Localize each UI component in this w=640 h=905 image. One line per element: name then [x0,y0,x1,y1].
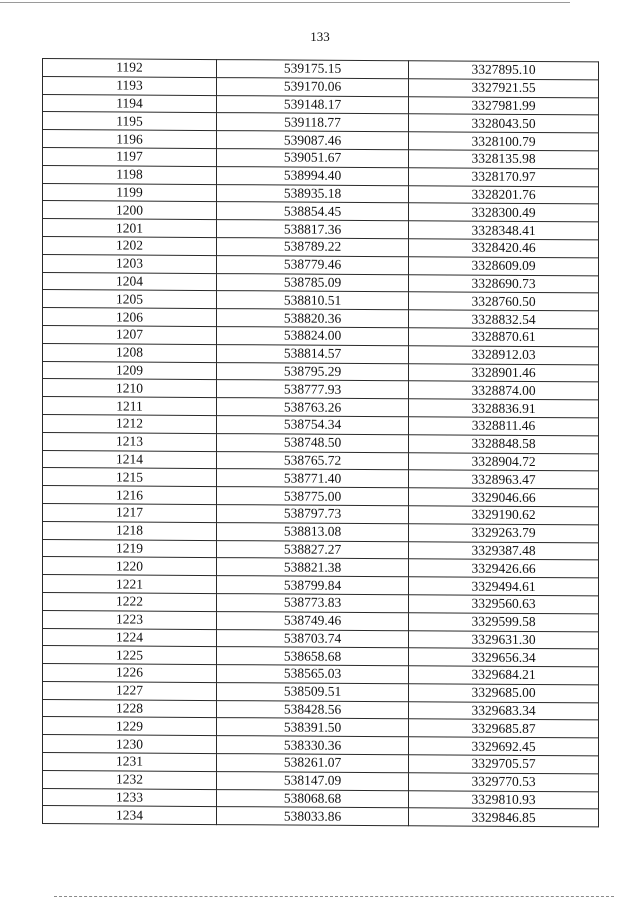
x-coordinate-cell: 538068.68 [217,789,409,808]
x-coordinate-cell: 538033.86 [217,807,409,826]
x-coordinate-cell: 538330.36 [217,736,409,755]
y-coordinate-cell: 3328690.73 [409,274,599,293]
point-number-cell: 1218 [43,521,217,540]
y-coordinate-cell: 3328420.46 [409,239,599,258]
x-coordinate-cell: 538771.40 [217,469,409,488]
y-coordinate-cell: 3328300.49 [409,203,599,222]
point-number-cell: 1212 [43,414,217,433]
x-coordinate-cell: 538935.18 [217,184,409,203]
y-coordinate-cell: 3328760.50 [409,292,599,311]
x-coordinate-cell: 538810.51 [217,291,409,310]
top-rule [0,2,570,3]
x-coordinate-cell: 539118.77 [217,113,409,132]
x-coordinate-cell: 538749.46 [217,611,409,630]
y-coordinate-cell: 3329263.79 [409,523,599,542]
point-number-cell: 1193 [43,76,217,95]
x-coordinate-cell: 538814.57 [217,344,409,363]
point-number-cell: 1198 [43,165,217,184]
y-coordinate-cell: 3329190.62 [409,506,599,525]
x-coordinate-cell: 538565.03 [217,665,409,684]
x-coordinate-cell: 538813.08 [217,522,409,541]
y-coordinate-cell: 3329810.93 [409,790,599,809]
y-coordinate-cell: 3328201.76 [409,185,599,204]
point-number-cell: 1225 [43,646,217,665]
coordinates-table [42,58,599,828]
point-number-cell: 1217 [43,503,217,522]
y-coordinate-cell: 3329387.48 [409,541,599,560]
point-number-cell: 1216 [43,486,217,505]
y-coordinate-cell: 3328832.54 [409,310,599,329]
x-coordinate-cell: 539170.06 [217,77,409,96]
point-number-cell: 1230 [43,735,217,754]
x-coordinate-cell: 538261.07 [217,754,409,773]
x-coordinate-cell: 539087.46 [217,131,409,150]
point-number-cell: 1195 [43,112,217,131]
x-coordinate-cell: 538779.46 [217,255,409,274]
point-number-cell: 1205 [43,290,217,309]
x-coordinate-cell: 538748.50 [217,433,409,452]
x-coordinate-cell: 538854.45 [217,202,409,221]
y-coordinate-cell: 3329692.45 [409,737,599,756]
bottom-rule [54,896,614,897]
point-number-cell: 1196 [43,130,217,149]
y-coordinate-cell: 3328874.00 [409,381,599,400]
x-coordinate-cell: 539051.67 [217,149,409,168]
coordinates-table-body [43,59,599,828]
point-number-cell: 1202 [43,236,217,255]
point-number-cell: 1227 [43,681,217,700]
point-number-cell: 1203 [43,254,217,273]
point-number-cell: 1228 [43,699,217,718]
x-coordinate-cell: 538763.26 [217,398,409,417]
point-number-cell: 1215 [43,468,217,487]
point-number-cell: 1197 [43,147,217,166]
point-number-cell: 1209 [43,361,217,380]
y-coordinate-cell: 3328170.97 [409,168,599,187]
y-coordinate-cell: 3328870.61 [409,328,599,347]
x-coordinate-cell: 538797.73 [217,504,409,523]
y-coordinate-cell: 3328811.46 [409,417,599,436]
x-coordinate-cell: 538775.00 [217,487,409,506]
point-number-cell: 1201 [43,219,217,238]
x-coordinate-cell: 539175.15 [217,60,409,79]
point-number-cell: 1233 [43,788,217,807]
point-number-cell: 1232 [43,770,217,789]
y-coordinate-cell: 3328901.46 [409,363,599,382]
x-coordinate-cell: 538509.51 [217,682,409,701]
x-coordinate-cell: 538994.40 [217,166,409,185]
y-coordinate-cell: 3329046.66 [409,488,599,507]
y-coordinate-cell: 3329685.00 [409,684,599,703]
x-coordinate-cell: 538777.93 [217,380,409,399]
y-coordinate-cell: 3328904.72 [409,452,599,471]
y-coordinate-cell: 3329599.58 [409,612,599,631]
y-coordinate-cell: 3327921.55 [409,79,599,98]
point-number-cell: 1224 [43,628,217,647]
y-coordinate-cell: 3328912.03 [409,345,599,364]
x-coordinate-cell: 538795.29 [217,362,409,381]
y-coordinate-cell: 3329705.57 [409,755,599,774]
y-coordinate-cell: 3328609.09 [409,257,599,276]
point-number-cell: 1219 [43,539,217,558]
point-number-cell: 1223 [43,610,217,629]
x-coordinate-cell: 539148.17 [217,95,409,114]
y-coordinate-cell: 3328836.91 [409,399,599,418]
point-number-cell: 1204 [43,272,217,291]
y-coordinate-cell: 3329656.34 [409,648,599,667]
y-coordinate-cell: 3328348.41 [409,221,599,240]
point-number-cell: 1220 [43,557,217,576]
point-number-cell: 1214 [43,450,217,469]
point-number-cell: 1231 [43,753,217,772]
point-number-cell: 1208 [43,343,217,362]
x-coordinate-cell: 538820.36 [217,309,409,328]
x-coordinate-cell: 538773.83 [217,593,409,612]
x-coordinate-cell: 538821.38 [217,558,409,577]
x-coordinate-cell: 538658.68 [217,647,409,666]
point-number-cell: 1207 [43,325,217,344]
y-coordinate-cell: 3328848.58 [409,434,599,453]
point-number-cell: 1226 [43,664,217,683]
page-number: 133 [310,29,330,44]
x-coordinate-cell: 538391.50 [217,718,409,737]
y-coordinate-cell: 3329683.34 [409,701,599,720]
point-number-cell: 1213 [43,432,217,451]
y-coordinate-cell: 3328043.50 [409,114,599,133]
y-coordinate-cell: 3327895.10 [409,61,599,80]
point-number-cell: 1221 [43,575,217,594]
y-coordinate-cell: 3329685.87 [409,719,599,738]
x-coordinate-cell: 538817.36 [217,220,409,239]
y-coordinate-cell: 3328963.47 [409,470,599,489]
point-number-cell: 1192 [43,59,217,78]
x-coordinate-cell: 538827.27 [217,540,409,559]
x-coordinate-cell: 538765.72 [217,451,409,470]
y-coordinate-cell: 3329846.85 [409,808,599,827]
y-coordinate-cell: 3329494.61 [409,577,599,596]
x-coordinate-cell: 538799.84 [217,576,409,595]
point-number-cell: 1199 [43,183,217,202]
point-number-cell: 1222 [43,592,217,611]
y-coordinate-cell: 3329684.21 [409,666,599,685]
x-coordinate-cell: 538147.09 [217,771,409,790]
y-coordinate-cell: 3327981.99 [409,96,599,115]
point-number-cell: 1206 [43,308,217,327]
x-coordinate-cell: 538789.22 [217,238,409,257]
x-coordinate-cell: 538785.09 [217,273,409,292]
x-coordinate-cell: 538754.34 [217,416,409,435]
x-coordinate-cell: 538703.74 [217,629,409,648]
point-number-cell: 1234 [43,806,217,825]
table-row [43,806,599,827]
point-number-cell: 1229 [43,717,217,736]
y-coordinate-cell: 3329560.63 [409,595,599,614]
y-coordinate-cell: 3328135.98 [409,150,599,169]
point-number-cell: 1211 [43,397,217,416]
y-coordinate-cell: 3329631.30 [409,630,599,649]
point-number-cell: 1210 [43,379,217,398]
y-coordinate-cell: 3329770.53 [409,773,599,792]
y-coordinate-cell: 3328100.79 [409,132,599,151]
point-number-cell: 1194 [43,94,217,113]
x-coordinate-cell: 538824.00 [217,327,409,346]
point-number-cell: 1200 [43,201,217,220]
x-coordinate-cell: 538428.56 [217,700,409,719]
y-coordinate-cell: 3329426.66 [409,559,599,578]
coordinates-table-container [42,58,598,828]
